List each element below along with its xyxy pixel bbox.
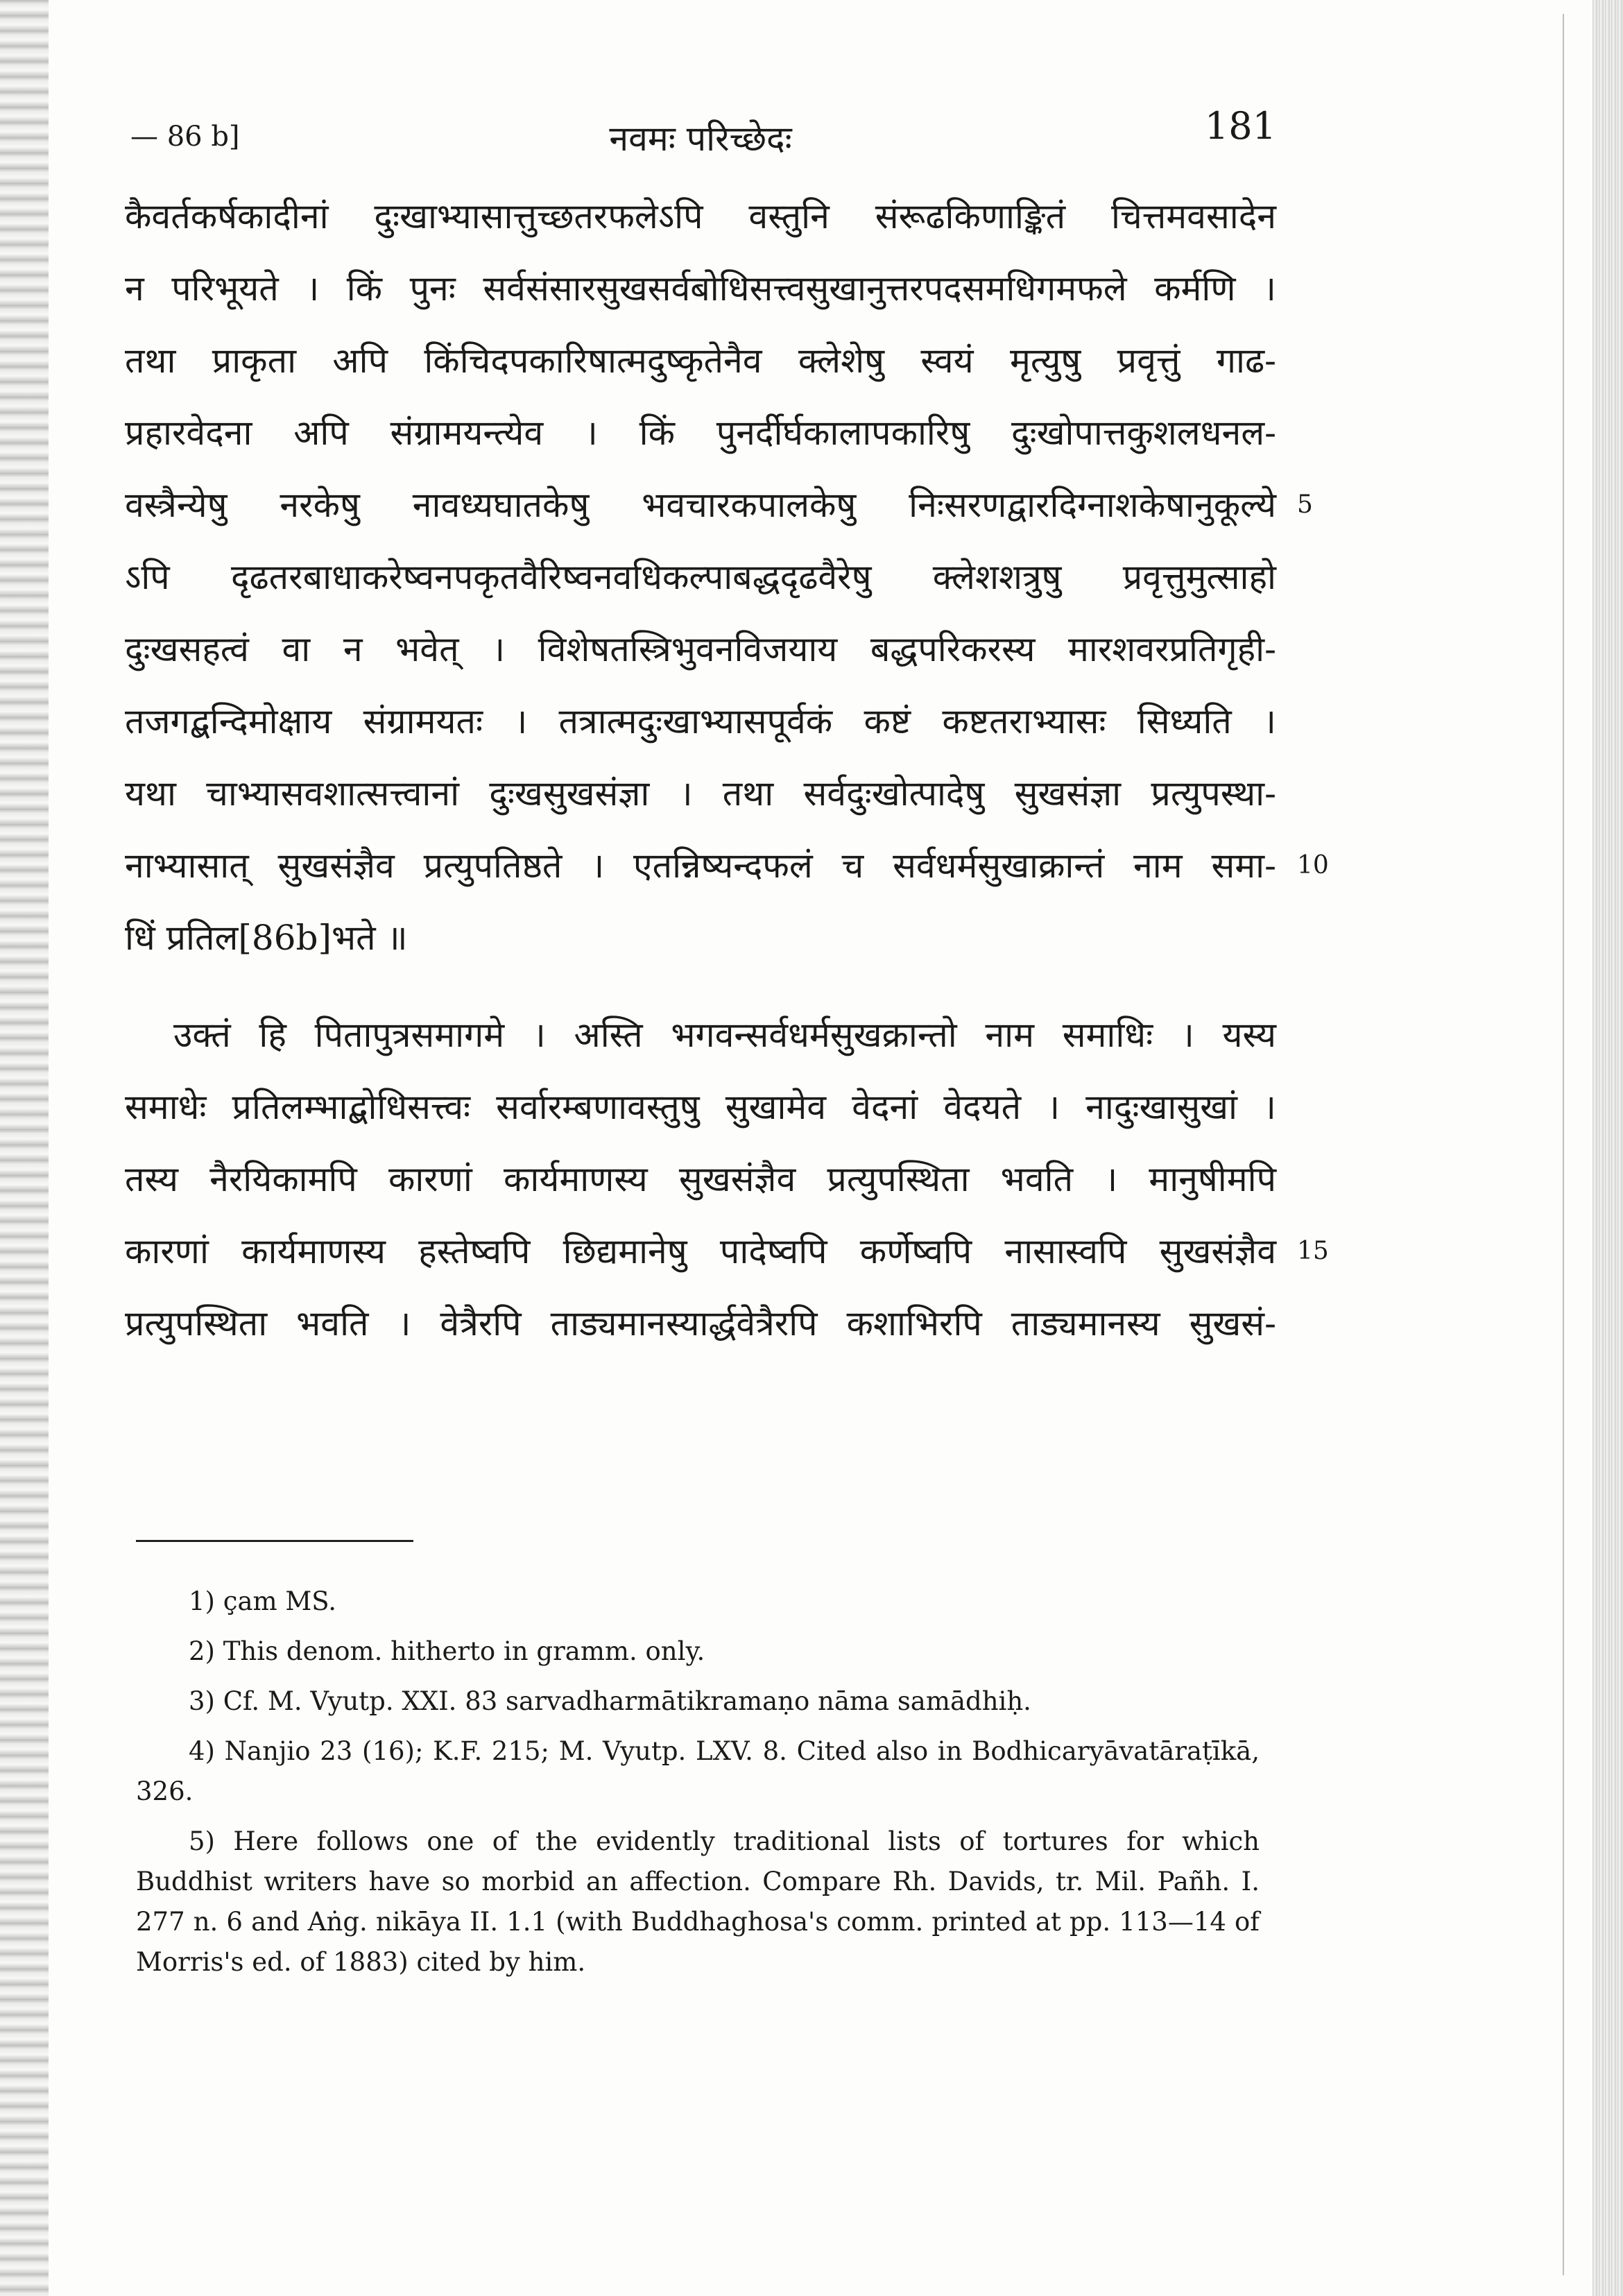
text-line: तजगद्बन्दिमोक्षाय संग्रामयतः । तत्रात्मदुःखाभ्यासपूर्वकं कष्टं कष्टतराभ्यासः सिध्यति । (125, 701, 1276, 742)
text-line: दुःखसहत्वं वा न भवेत् । विशेषतस्त्रिभुवनविजयाय बद्धपरिकरस्य मारशवरप्रतिगृही- (125, 629, 1276, 669)
text-line-content: नाभ्यासात् सुखसंज्ञैव प्रत्युपतिष्ठते । एतन्निष्यन्दफलं च सर्वधर्मसुखाक्रान्तं नाम समा- (125, 846, 1276, 886)
chapter-title: नवमः परिच्छेदः (609, 119, 792, 159)
page-binding-line (1563, 14, 1564, 2275)
footnote-2: 2) This denom. hitherto in gramm. only. (189, 1636, 705, 1666)
scan-edge-left (0, 0, 49, 2296)
paragraph-gap (125, 974, 1276, 999)
footnote-separator (136, 1540, 413, 1542)
footnote-1: 1) çam MS. (189, 1586, 337, 1616)
text-line: कैवर्तकर्षकादीनां दुःखाभ्यासात्तुच्छतरफलेऽपि वस्तुनि संरूढकिणाङ्कितं चित्तमवसादेन (125, 196, 1276, 237)
sanskrit-text (125, 180, 1329, 1360)
text-line: न परिभूयते । किं पुनः सर्वसंसारसुखसर्वबोधिसत्त्वसुखानुत्तरपदसमधिगमफले कर्मणि । (125, 268, 1276, 309)
text-line: यथा चाभ्यासवशात्सत्त्वानां दुःखसुखसंज्ञा । तथा सर्वदुःखोत्पादेषु सुखसंज्ञा प्रत्युपस्था- (125, 773, 1276, 814)
text-line: प्रहारवेदना अपि संग्रामयन्त्येव । किं पुनर्दीर्घकालापकारिषु दुःखोपात्तकुशलधनल- (125, 413, 1276, 453)
text-line: ऽपि दृढतरबाधाकरेष्वनपकृतवैरिष्वनवधिकल्पाबद्धदृढवैरेषु क्लेशशत्रुषु प्रवृत्तुमुत्साहो (125, 557, 1276, 597)
line-number: 10 (1297, 851, 1329, 880)
footnote-3: 3) Cf. M. Vyutp. XXI. 83 sarvadharmātikramaṇo nāma samādhiḥ. (189, 1686, 1031, 1716)
running-header (125, 104, 1276, 160)
text-line-5 (125, 469, 1313, 541)
manuscript-leaf-ref: — 86 b] (130, 121, 240, 153)
text-line: समाधेः प्रतिलम्भाद्बोधिसत्त्वः सर्वारम्बणावस्तुषु सुखामेव वेदनां वेदयते । नादुःखासुखां । (125, 1087, 1276, 1127)
text-line-15 (125, 1215, 1329, 1287)
page-number: 181 (1204, 104, 1276, 148)
footnote-4: 4) Nanjio 23 (16); K.F. 215; M. Vyutp. LXV. 8. Cited also in Bodhicaryāvatāraṭīkā, 326. (136, 1736, 1260, 1806)
text-line: प्रत्युपस्थिता भवति । वेत्रैरपि ताड्यमानस्यार्द्धवेत्रैरपि कशाभिरपि ताड्यमानस्य सुखसं- (125, 1303, 1276, 1344)
text-line: उक्तं हि पितापुत्रसमागमे । अस्ति भगवन्सर्वधर्मसुखक्रान्तो नाम समाधिः । यस्य (173, 1015, 1276, 1055)
text-line: धिं प्रतिल[86b]भते ॥ (125, 918, 408, 958)
text-line-content: वस्त्रैन्येषु नरकेषु नावध्यघातकेषु भवचारकपालकेषु निःसरणद्वारदिग्नाशकेषानुकूल्ये (125, 485, 1276, 525)
text-line-content: कारणां कार्यमाणस्य हस्तेष्वपि छिद्यमानेषु पादेष्वपि कर्णेष्वपि नासास्वपि सुखसंज्ञैव (125, 1231, 1276, 1271)
line-number: 15 (1297, 1237, 1329, 1265)
footnotes (136, 1582, 1260, 1992)
scan-edge-right (1592, 0, 1623, 2296)
footnote-5: 5) Here follows one of the evidently traditional lists of tortures for which Buddhist writers have so morbid an affection. Compare Rh. Davids, tr. Mil. Pañh. I. 277 n. 6 and Aṅg. nikāya II. 1.1 (with Buddhaghosa's comm. printed at pp. 113—14 of Morris's ed. of 1883) cited by him. (136, 1826, 1260, 1977)
text-line: तथा प्राकृता अपि किंचिदपकारिषात्मदुष्कृतेनैव क्लेशेषु स्वयं मृत्युषु प्रवृत्तुं गाढ- (125, 341, 1276, 381)
text-line: तस्य नैरयिकामपि कारणां कार्यमाणस्य सुखसंज्ञैव प्रत्युपस्थिता भवति । मानुषीमपि (125, 1159, 1276, 1199)
text-line-10 (125, 830, 1329, 902)
line-number: 5 (1297, 490, 1313, 519)
